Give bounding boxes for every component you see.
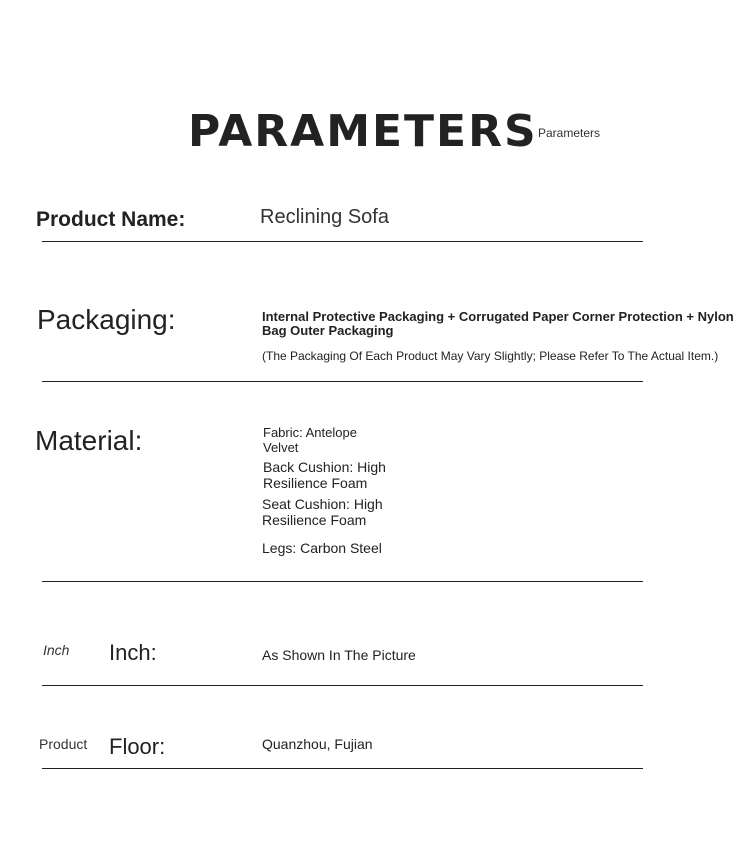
divider — [42, 381, 643, 382]
packaging-note: (The Packaging Of Each Product May Vary Slightly; Please Refer To The Actual Item.) — [262, 349, 719, 363]
material-legs: Legs: Carbon Steel — [262, 540, 382, 556]
size-value: As Shown In The Picture — [262, 647, 416, 663]
material-fabric-line1: Fabric: Antelope — [263, 425, 357, 440]
material-back-line1: Back Cushion: High — [263, 459, 386, 475]
material-back-line2: Resilience Foam — [263, 475, 368, 491]
size-small-label: Inch — [43, 642, 70, 658]
divider — [42, 768, 643, 769]
divider — [42, 581, 643, 582]
material-seat-line2: Resilience Foam — [262, 512, 367, 528]
material-label: Material: — [35, 425, 143, 456]
product-name-label: Product Name: — [36, 208, 186, 231]
product-name-value: Reclining Sofa — [260, 206, 389, 228]
origin-small-label: Product — [39, 736, 88, 752]
page-title: PARAMETERS — [188, 106, 538, 157]
divider — [42, 685, 643, 686]
origin-label: Floor: — [109, 734, 166, 759]
origin-value: Quanzhou, Fujian — [262, 736, 373, 752]
packaging-label: Packaging: — [37, 304, 176, 335]
material-fabric-line2: Velvet — [263, 440, 299, 455]
divider — [42, 241, 643, 242]
size-label: Inch: — [109, 640, 157, 665]
page-subtitle: Parameters — [538, 126, 601, 140]
packaging-value-line1: Internal Protective Packaging + Corrugated Paper Corner Protection + Nylon — [262, 309, 734, 324]
packaging-value-line2: Bag Outer Packaging — [262, 323, 394, 338]
material-seat-line1: Seat Cushion: High — [262, 496, 383, 512]
